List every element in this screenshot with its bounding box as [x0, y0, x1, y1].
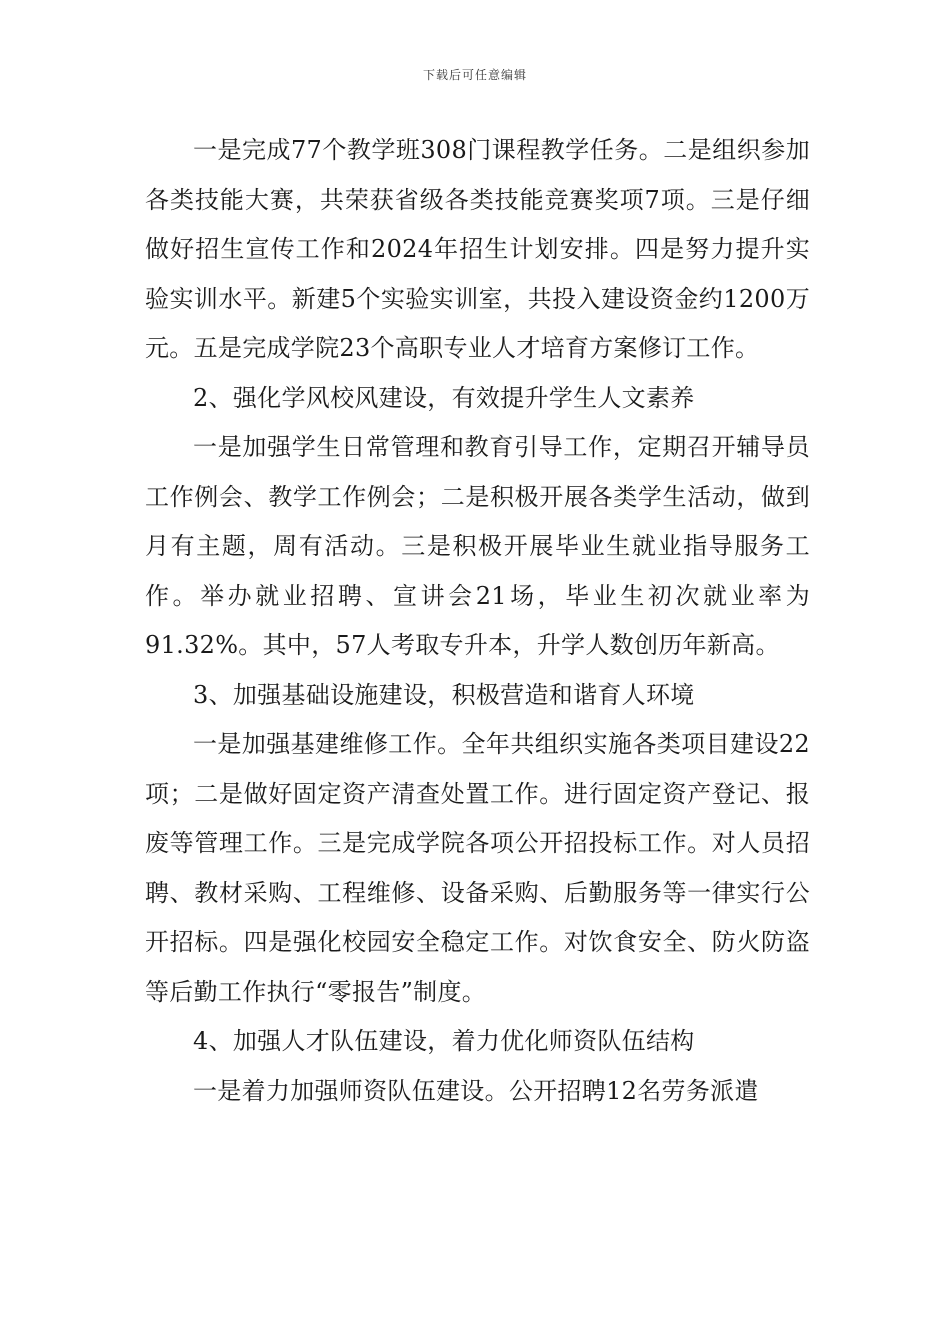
document-body — [145, 126, 810, 1116]
paragraph-faculty: 一是着力加强师资队伍建设。公开招聘12名劳务派遣 — [193, 1076, 759, 1105]
paragraph-teaching-tasks: 一是完成77个教学班308门课程教学任务。二是组织参加各类技能大赛，共荣获省级各类技能竞赛奖项7项。三是仔细做好招生宣传工作和2024年招生计划安排。四是努力提升实验实训水平。新建5个实验实训室，共投入建设资金约1200万元。五是完成学院23个高职专业人才培育方案修订工作。 — [145, 136, 810, 362]
section-heading-2: 2、强化学风校风建设，有效提升学生人文素养 — [193, 383, 695, 412]
paragraph-infrastructure: 一是加强基建维修工作。全年共组织实施各类项目建设22项；二是做好固定资产清查处置工作。进行固定资产登记、报废等管理工作。三是完成学院各项公开招投标工作。对人员招聘、教材采购、工程维修、设备采购、后勤服务等一律实行公开招标。四是强化校园安全稳定工作。对饮食安全、防火防盗等后勤工作执行“零报告”制度。 — [145, 730, 810, 1006]
paragraph-student-management: 一是加强学生日常管理和教育引导工作，定期召开辅导员工作例会、教学工作例会；二是积极开展各类学生活动，做到月有主题，周有活动。三是积极开展毕业生就业指导服务工作。举办就业招聘、宣讲会21场，毕业生初次就业率为91.32%。其中，57人考取专升本，升学人数创历年新高。 — [145, 433, 810, 659]
page-header: 下载后可任意编辑 — [422, 68, 527, 82]
section-heading-4: 4、加强人才队伍建设，着力优化师资队伍结构 — [193, 1027, 695, 1055]
section-heading-3: 3、加强基础设施建设，积极营造和谐育人环境 — [193, 680, 695, 709]
